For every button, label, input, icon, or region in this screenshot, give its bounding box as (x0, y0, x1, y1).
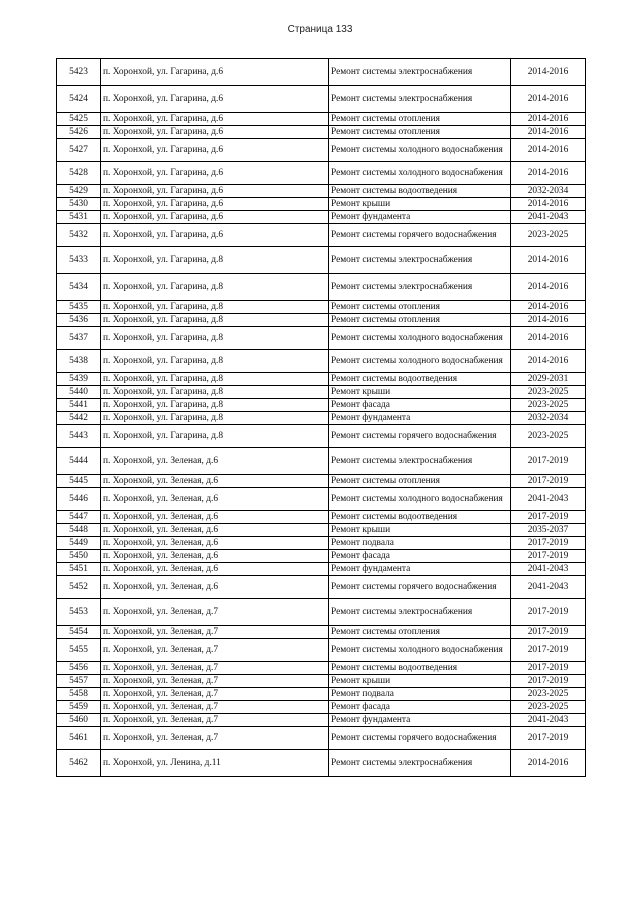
work-type-cell: Ремонт системы отопления (329, 314, 511, 327)
address-cell: п. Хоронхой, ул. Гагарина, д.6 (101, 211, 329, 224)
row-number-cell: 5450 (57, 550, 101, 563)
work-type-cell: Ремонт системы отопления (329, 475, 511, 488)
table-row (57, 563, 586, 576)
table-row (57, 386, 586, 399)
row-number-cell: 5424 (57, 86, 101, 113)
period-cell: 2041-2043 (511, 211, 586, 224)
row-number-cell: 5439 (57, 373, 101, 386)
work-type-cell: Ремонт системы холодного водоснабжения (329, 488, 511, 511)
row-number-cell: 5435 (57, 301, 101, 314)
address-cell: п. Хоронхой, ул. Зеленая, д.6 (101, 475, 329, 488)
address-cell: п. Хоронхой, ул. Зеленая, д.6 (101, 537, 329, 550)
work-type-cell: Ремонт подвала (329, 688, 511, 701)
repair-schedule-table (56, 58, 586, 777)
period-cell: 2023-2025 (511, 425, 586, 448)
row-number-cell: 5459 (57, 701, 101, 714)
period-cell: 2017-2019 (511, 550, 586, 563)
address-cell: п. Хоронхой, ул. Зеленая, д.7 (101, 714, 329, 727)
address-cell: п. Хоронхой, ул. Зеленая, д.6 (101, 488, 329, 511)
work-type-cell: Ремонт системы горячего водоснабжения (329, 425, 511, 448)
period-cell: 2041-2043 (511, 488, 586, 511)
period-cell: 2014-2016 (511, 113, 586, 126)
period-cell: 2029-2031 (511, 373, 586, 386)
row-number-cell: 5451 (57, 563, 101, 576)
period-cell: 2017-2019 (511, 675, 586, 688)
row-number-cell: 5426 (57, 126, 101, 139)
address-cell: п. Хоронхой, ул. Гагарина, д.8 (101, 350, 329, 373)
address-cell: п. Хоронхой, ул. Зеленая, д.7 (101, 662, 329, 675)
row-number-cell: 5442 (57, 412, 101, 425)
address-cell: п. Хоронхой, ул. Зеленая, д.7 (101, 626, 329, 639)
row-number-cell: 5453 (57, 599, 101, 626)
period-cell: 2041-2043 (511, 576, 586, 599)
row-number-cell: 5427 (57, 139, 101, 162)
period-cell: 2014-2016 (511, 350, 586, 373)
table-row (57, 475, 586, 488)
period-cell: 2017-2019 (511, 727, 586, 750)
period-cell: 2014-2016 (511, 162, 586, 185)
work-type-cell: Ремонт системы электроснабжения (329, 750, 511, 777)
period-cell: 2023-2025 (511, 688, 586, 701)
row-number-cell: 5457 (57, 675, 101, 688)
work-type-cell: Ремонт системы водоотведения (329, 662, 511, 675)
address-cell: п. Хоронхой, ул. Зеленая, д.7 (101, 688, 329, 701)
work-type-cell: Ремонт фасада (329, 550, 511, 563)
table-row (57, 327, 586, 350)
row-number-cell: 5431 (57, 211, 101, 224)
period-cell: 2017-2019 (511, 537, 586, 550)
address-cell: п. Хоронхой, ул. Гагарина, д.6 (101, 185, 329, 198)
work-type-cell: Ремонт системы электроснабжения (329, 599, 511, 626)
table-row (57, 198, 586, 211)
table-row (57, 750, 586, 777)
address-cell: п. Хоронхой, ул. Зеленая, д.6 (101, 563, 329, 576)
table-row (57, 599, 586, 626)
work-type-cell: Ремонт системы холодного водоснабжения (329, 350, 511, 373)
work-type-cell: Ремонт системы горячего водоснабжения (329, 576, 511, 599)
address-cell: п. Хоронхой, ул. Гагарина, д.8 (101, 274, 329, 301)
work-type-cell: Ремонт системы электроснабжения (329, 247, 511, 274)
table-row (57, 550, 586, 563)
period-cell: 2014-2016 (511, 301, 586, 314)
period-cell: 2014-2016 (511, 274, 586, 301)
table-row (57, 714, 586, 727)
row-number-cell: 5444 (57, 448, 101, 475)
period-cell: 2014-2016 (511, 59, 586, 86)
period-cell: 2014-2016 (511, 314, 586, 327)
page-number-header: Страница 133 (287, 24, 353, 35)
period-cell: 2017-2019 (511, 511, 586, 524)
work-type-cell: Ремонт системы электроснабжения (329, 59, 511, 86)
period-cell: 2014-2016 (511, 126, 586, 139)
work-type-cell: Ремонт системы водоотведения (329, 511, 511, 524)
period-cell: 2014-2016 (511, 198, 586, 211)
row-number-cell: 5434 (57, 274, 101, 301)
period-cell: 2014-2016 (511, 327, 586, 350)
row-number-cell: 5436 (57, 314, 101, 327)
table-row (57, 126, 586, 139)
work-type-cell: Ремонт фундамента (329, 412, 511, 425)
row-number-cell: 5423 (57, 59, 101, 86)
work-type-cell: Ремонт системы электроснабжения (329, 86, 511, 113)
address-cell: п. Хоронхой, ул. Гагарина, д.8 (101, 327, 329, 350)
address-cell: п. Хоронхой, ул. Гагарина, д.8 (101, 301, 329, 314)
address-cell: п. Хоронхой, ул. Зеленая, д.7 (101, 675, 329, 688)
table-row (57, 399, 586, 412)
row-number-cell: 5425 (57, 113, 101, 126)
row-number-cell: 5437 (57, 327, 101, 350)
row-number-cell: 5452 (57, 576, 101, 599)
row-number-cell: 5461 (57, 727, 101, 750)
work-type-cell: Ремонт системы холодного водоснабжения (329, 139, 511, 162)
address-cell: п. Хоронхой, ул. Зеленая, д.6 (101, 511, 329, 524)
table-row (57, 139, 586, 162)
period-cell: 2017-2019 (511, 639, 586, 662)
period-cell: 2035-2037 (511, 524, 586, 537)
table-row (57, 247, 586, 274)
address-cell: п. Хоронхой, ул. Зеленая, д.7 (101, 599, 329, 626)
period-cell: 2014-2016 (511, 86, 586, 113)
row-number-cell: 5433 (57, 247, 101, 274)
address-cell: п. Хоронхой, ул. Гагарина, д.6 (101, 86, 329, 113)
period-cell: 2014-2016 (511, 247, 586, 274)
period-cell: 2017-2019 (511, 475, 586, 488)
address-cell: п. Хоронхой, ул. Зеленая, д.7 (101, 639, 329, 662)
table-row (57, 224, 586, 247)
address-cell: п. Хоронхой, ул. Зеленая, д.6 (101, 550, 329, 563)
period-cell: 2017-2019 (511, 448, 586, 475)
address-cell: п. Хоронхой, ул. Гагарина, д.8 (101, 373, 329, 386)
period-cell: 2041-2043 (511, 714, 586, 727)
table-row (57, 314, 586, 327)
table-row (57, 727, 586, 750)
table-row (57, 162, 586, 185)
row-number-cell: 5454 (57, 626, 101, 639)
table-row (57, 412, 586, 425)
period-cell: 2023-2025 (511, 701, 586, 714)
period-cell: 2032-2034 (511, 412, 586, 425)
address-cell: п. Хоронхой, ул. Гагарина, д.6 (101, 162, 329, 185)
table-row (57, 350, 586, 373)
period-cell: 2023-2025 (511, 224, 586, 247)
row-number-cell: 5456 (57, 662, 101, 675)
address-cell: п. Хоронхой, ул. Зеленая, д.7 (101, 727, 329, 750)
address-cell: п. Хоронхой, ул. Гагарина, д.8 (101, 412, 329, 425)
work-type-cell: Ремонт системы холодного водоснабжения (329, 162, 511, 185)
table-row (57, 373, 586, 386)
table-row (57, 448, 586, 475)
row-number-cell: 5443 (57, 425, 101, 448)
address-cell: п. Хоронхой, ул. Зеленая, д.7 (101, 701, 329, 714)
table-row (57, 701, 586, 714)
work-type-cell: Ремонт системы отопления (329, 626, 511, 639)
table-row (57, 86, 586, 113)
row-number-cell: 5449 (57, 537, 101, 550)
address-cell: п. Хоронхой, ул. Ленина, д.11 (101, 750, 329, 777)
address-cell: п. Хоронхой, ул. Гагарина, д.8 (101, 425, 329, 448)
period-cell: 2014-2016 (511, 750, 586, 777)
address-cell: п. Хоронхой, ул. Зеленая, д.6 (101, 448, 329, 475)
row-number-cell: 5447 (57, 511, 101, 524)
row-number-cell: 5440 (57, 386, 101, 399)
address-cell: п. Хоронхой, ул. Гагарина, д.6 (101, 126, 329, 139)
row-number-cell: 5432 (57, 224, 101, 247)
address-cell: п. Хоронхой, ул. Гагарина, д.6 (101, 113, 329, 126)
table-row (57, 688, 586, 701)
period-cell: 2017-2019 (511, 599, 586, 626)
table-row (57, 524, 586, 537)
work-type-cell: Ремонт фасада (329, 399, 511, 412)
address-cell: п. Хоронхой, ул. Гагарина, д.8 (101, 247, 329, 274)
row-number-cell: 5446 (57, 488, 101, 511)
work-type-cell: Ремонт подвала (329, 537, 511, 550)
period-cell: 2041-2043 (511, 563, 586, 576)
work-type-cell: Ремонт фундамента (329, 211, 511, 224)
table-row (57, 301, 586, 314)
table-row (57, 511, 586, 524)
table-row (57, 113, 586, 126)
work-type-cell: Ремонт системы отопления (329, 126, 511, 139)
work-type-cell: Ремонт крыши (329, 524, 511, 537)
table-body (57, 59, 586, 777)
period-cell: 2017-2019 (511, 662, 586, 675)
work-type-cell: Ремонт системы горячего водоснабжения (329, 727, 511, 750)
row-number-cell: 5445 (57, 475, 101, 488)
table-row (57, 662, 586, 675)
table-row (57, 626, 586, 639)
address-cell: п. Хоронхой, ул. Зеленая, д.6 (101, 576, 329, 599)
work-type-cell: Ремонт системы водоотведения (329, 185, 511, 198)
table-row (57, 274, 586, 301)
row-number-cell: 5428 (57, 162, 101, 185)
work-type-cell: Ремонт системы холодного водоснабжения (329, 639, 511, 662)
row-number-cell: 5429 (57, 185, 101, 198)
table-row (57, 211, 586, 224)
period-cell: 2032-2034 (511, 185, 586, 198)
table-row (57, 185, 586, 198)
row-number-cell: 5430 (57, 198, 101, 211)
table-row (57, 675, 586, 688)
address-cell: п. Хоронхой, ул. Зеленая, д.6 (101, 524, 329, 537)
row-number-cell: 5441 (57, 399, 101, 412)
address-cell: п. Хоронхой, ул. Гагарина, д.6 (101, 59, 329, 86)
work-type-cell: Ремонт системы электроснабжения (329, 274, 511, 301)
table-row (57, 425, 586, 448)
work-type-cell: Ремонт системы горячего водоснабжения (329, 224, 511, 247)
row-number-cell: 5455 (57, 639, 101, 662)
work-type-cell: Ремонт системы водоотведения (329, 373, 511, 386)
table-row (57, 576, 586, 599)
address-cell: п. Хоронхой, ул. Гагарина, д.8 (101, 314, 329, 327)
table-row (57, 639, 586, 662)
work-type-cell: Ремонт фундамента (329, 714, 511, 727)
address-cell: п. Хоронхой, ул. Гагарина, д.6 (101, 198, 329, 211)
row-number-cell: 5458 (57, 688, 101, 701)
work-type-cell: Ремонт фасада (329, 701, 511, 714)
row-number-cell: 5438 (57, 350, 101, 373)
address-cell: п. Хоронхой, ул. Гагарина, д.8 (101, 386, 329, 399)
work-type-cell: Ремонт системы отопления (329, 113, 511, 126)
address-cell: п. Хоронхой, ул. Гагарина, д.6 (101, 139, 329, 162)
period-cell: 2023-2025 (511, 399, 586, 412)
period-cell: 2023-2025 (511, 386, 586, 399)
address-cell: п. Хоронхой, ул. Гагарина, д.8 (101, 399, 329, 412)
table-row (57, 59, 586, 86)
row-number-cell: 5448 (57, 524, 101, 537)
table-row (57, 488, 586, 511)
work-type-cell: Ремонт крыши (329, 198, 511, 211)
table-row (57, 537, 586, 550)
work-type-cell: Ремонт фундамента (329, 563, 511, 576)
period-cell: 2017-2019 (511, 626, 586, 639)
work-type-cell: Ремонт крыши (329, 386, 511, 399)
period-cell: 2014-2016 (511, 139, 586, 162)
work-type-cell: Ремонт системы холодного водоснабжения (329, 327, 511, 350)
work-type-cell: Ремонт системы отопления (329, 301, 511, 314)
work-type-cell: Ремонт системы электроснабжения (329, 448, 511, 475)
row-number-cell: 5460 (57, 714, 101, 727)
row-number-cell: 5462 (57, 750, 101, 777)
address-cell: п. Хоронхой, ул. Гагарина, д.6 (101, 224, 329, 247)
work-type-cell: Ремонт крыши (329, 675, 511, 688)
